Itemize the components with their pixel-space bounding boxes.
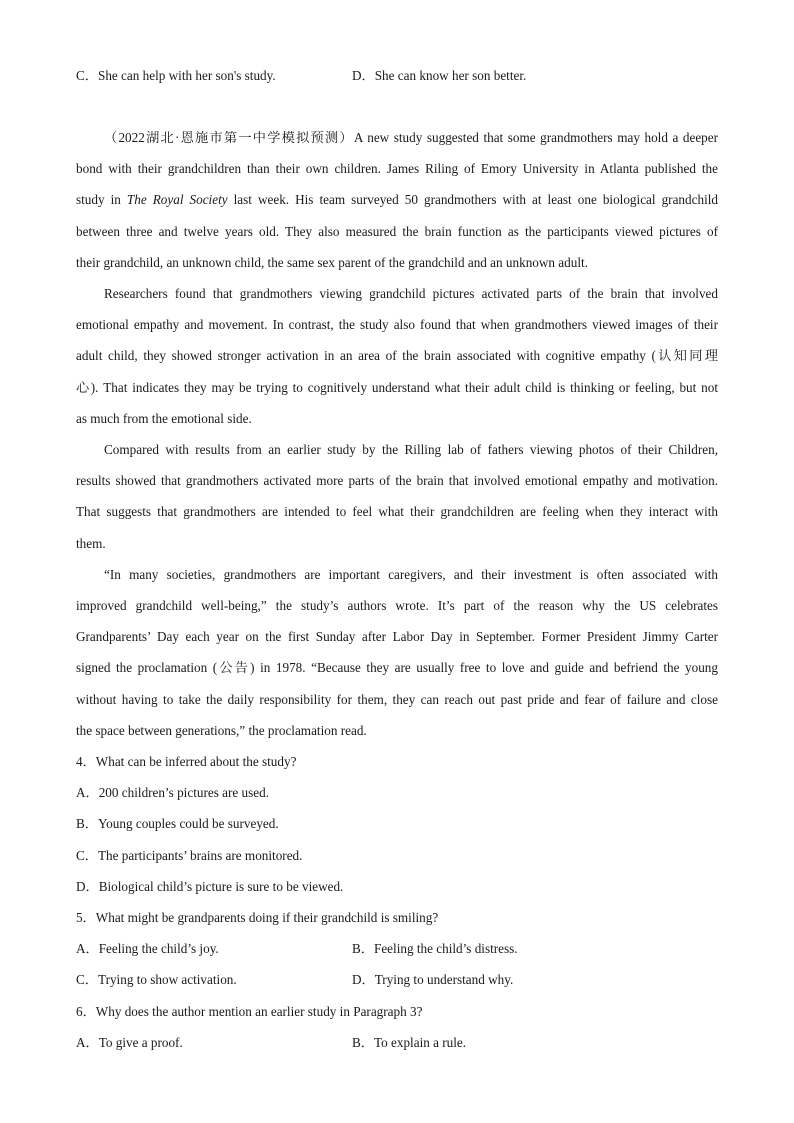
question-5-option-b[interactable]: B．Feeling the child’s distress. [352, 941, 518, 956]
passage-p2-line1: Researchers found that grandmothers viewing grandchild pictures activated parts of the brain that involved [104, 286, 718, 301]
passage-p4-line1: “In many societies, grandmothers are important caregivers, and their investment is often associated with [104, 567, 718, 582]
prev-option-c: C．She can help with her son's study. [76, 68, 276, 83]
passage-p3-line3: That suggests that grandmothers are intended to feel what their grandchildren are feeling when they interact with [76, 504, 718, 519]
passage-p4-line3: Grandparents’ Day each year on the first Sunday after Labor Day in September. Former President Jimmy Carter [76, 629, 718, 644]
passage-p1-line5: their grandchild, an unknown child, the same sex parent of the grandchild and an unknown adult. [76, 255, 588, 270]
question-4-option-c[interactable]: C．The participants’ brains are monitored. [76, 848, 303, 863]
question-6-stem: 6．Why does the author mention an earlier study in Paragraph 3? [76, 1004, 423, 1019]
passage-p3-line1: Compared with results from an earlier study by the Rilling lab of fathers viewing photos of their Children, [104, 442, 718, 457]
passage-source: （2022湖北·恩施市第一中学模拟预测） [104, 130, 354, 145]
passage-p3-line4: them. [76, 536, 106, 551]
passage-p4-line5: without having to take the daily responsibility for them, they can reach out past pride and fear of failure and close [76, 692, 718, 707]
question-4-option-d[interactable]: D．Biological child’s picture is sure to be viewed. [76, 879, 344, 894]
question-4-stem: 4．What can be inferred about the study? [76, 754, 297, 769]
prev-option-d: D．She can know her son better. [352, 68, 527, 83]
question-5-option-c[interactable]: C．Trying to show activation. [76, 972, 237, 987]
passage-p4-line6: the space between generations,” the proclamation read. [76, 723, 367, 738]
passage-p1-line3-b: last week. His team surveyed 50 grandmothers with at least one biological grandchild [227, 192, 718, 207]
question-6-option-a[interactable]: A．To give a proof. [76, 1035, 183, 1050]
passage-p1-line3-a: study in [76, 192, 127, 207]
question-6-option-b[interactable]: B．To explain a rule. [352, 1035, 467, 1050]
passage-p2-line5: as much from the emotional side. [76, 411, 252, 426]
journal-name: The Royal Society [126, 192, 228, 207]
question-5-stem: 5．What might be grandparents doing if their grandchild is smiling? [76, 910, 439, 925]
passage-p2-line2: emotional empathy and movement. In contrast, the study also found that when grandmothers viewed images of their [76, 317, 718, 332]
question-5-option-d[interactable]: D．Trying to understand why. [352, 972, 514, 987]
passage-p1-line2: bond with their grandchildren than their own children. James Riling of Emory University in Atlanta published the [76, 161, 718, 176]
question-5-option-a[interactable]: A．Feeling the child’s joy. [76, 941, 219, 956]
passage-p4-line4: signed the proclamation (公告) in 1978. “Because they are usually free to love and guide and befriend the young [76, 660, 718, 675]
passage-p4-line2: improved grandchild well-being,” the study’s authors wrote. It’s part of the reason why the US celebrates [76, 598, 718, 613]
question-4-option-a[interactable]: A．200 children’s pictures are used. [76, 785, 269, 800]
passage-p1-line1 [104, 129, 718, 147]
passage-p2-line3: adult child, they showed stronger activation in an area of the brain associated with cognitive empathy (认知同理 [76, 348, 718, 363]
passage-p2-line4: 心). That indicates they may be trying to cognitively understand what their adult child is thinking or feeling, but not [76, 380, 718, 395]
passage-p1-line1-text: A new study suggested that some grandmothers may hold a deeper [353, 130, 719, 145]
passage-p1-line4: between three and twelve years old. They also measured the brain function as the participants viewed pictures of [76, 224, 718, 239]
passage-p1-line3 [76, 191, 718, 209]
passage-p3-line2: results showed that grandmothers activated more parts of the brain that involved emotional empathy and motivation. [76, 473, 718, 488]
question-4-option-b[interactable]: B．Young couples could be surveyed. [76, 816, 279, 831]
